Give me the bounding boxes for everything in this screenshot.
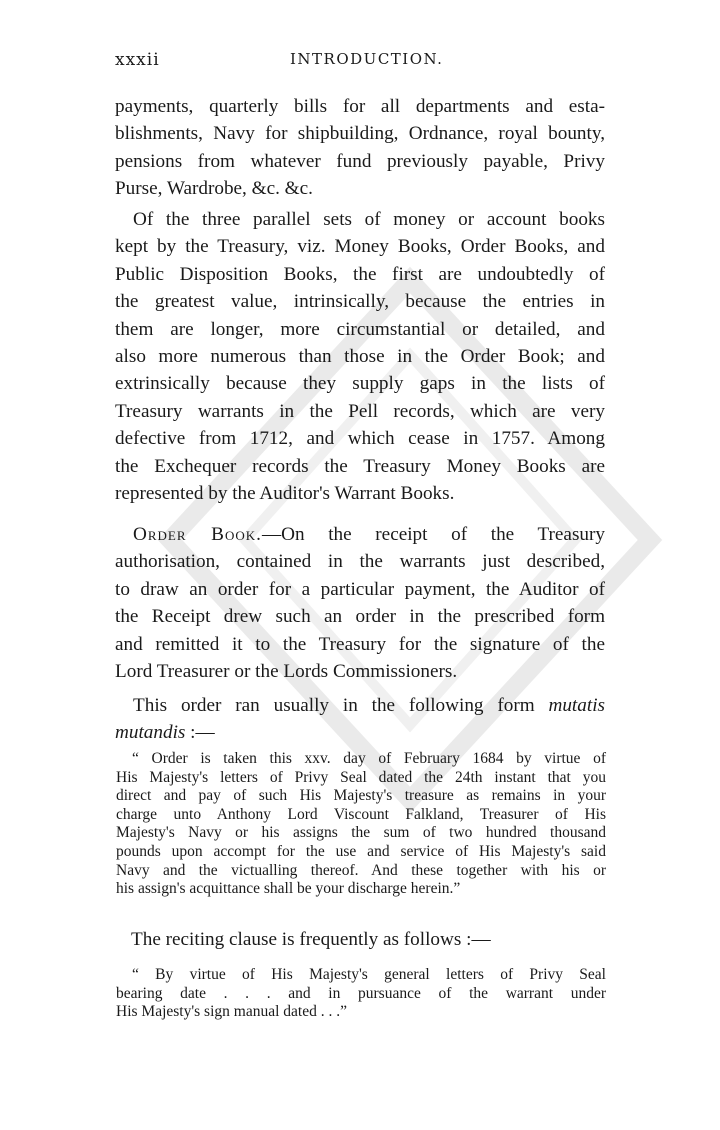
quote-line: “ Order is taken this xxv. day of February 1684 by virtue of [132, 750, 606, 767]
quote-line: charge unto Anthony Lord Viscount Falkland, Treasurer of His [116, 805, 606, 823]
text-line: Purse, Wardrobe, &c. &c. [115, 178, 313, 200]
text-line: blishments, Navy for shipbuilding, Ordnance, royal bounty, [115, 123, 605, 145]
text-line: them are longer, more circumstantial or detailed, and [115, 318, 605, 340]
text-line: extrinsically because they supply gaps in the lists of [115, 373, 605, 395]
text-line: Treasury warrants in the Pell records, which are very [115, 400, 605, 422]
paragraph-4 [115, 692, 605, 747]
paragraph-1 [115, 93, 605, 203]
text-line: and remitted it to the Treasury for the signature of the [115, 633, 605, 655]
text-run: —On the receipt of the Treasury [261, 524, 605, 545]
text-line: payments, quarterly bills for all departments and esta- [115, 96, 605, 117]
quotation-2 [116, 966, 606, 1022]
italic-phrase: mutandis [115, 722, 186, 744]
quote-line: “ By virtue of His Majesty's general letters of Privy Seal [132, 966, 606, 983]
text-run: This order ran usually in the following form [133, 695, 549, 716]
text-line: the Receipt drew such an order in the prescribed form [115, 606, 605, 628]
paragraph-5 [115, 926, 605, 953]
text-line: Of the three parallel sets of money or account books [133, 209, 605, 230]
text-line: also more numerous than those in the Order Book; and [115, 346, 605, 368]
running-title: INTRODUCTION. [290, 50, 444, 68]
text-line [115, 719, 605, 746]
text-line: pensions from whatever fund previously payable, Privy [115, 150, 605, 172]
quote-line: direct and pay of such His Majesty's treasure as remains in your [116, 787, 606, 805]
section-heading: Order Book. [133, 524, 262, 545]
italic-phrase: mutatis [548, 695, 605, 716]
text-line: the greatest value, intrinsically, because the entries in [115, 291, 605, 313]
text-line [115, 692, 605, 719]
text-line: represented by the Auditor's Warrant Books. [115, 483, 455, 505]
text-line: authorisation, contained in the warrants just described, [115, 551, 605, 573]
quote-line: Navy and the victualling thereof. And these together with his or [116, 861, 606, 879]
text-line: the Exchequer records the Treasury Money Books are [115, 455, 605, 477]
text-line: kept by the Treasury, viz. Money Books, Order Books, and [115, 236, 605, 258]
text-line: The reciting clause is frequently as follows :— [131, 929, 491, 950]
paragraph-2 [115, 206, 605, 507]
quote-line: Majesty's Navy or his assigns the sum of two hundred thousand [116, 824, 606, 842]
text-line: to draw an order for a particular payment, the Auditor of [115, 578, 605, 600]
text-line [115, 521, 605, 548]
paragraph-3 [115, 521, 605, 685]
page-number: xxxii [115, 50, 160, 70]
text-line: Public Disposition Books, the first are undoubtedly of [115, 263, 605, 285]
text-line: defective from 1712, and which cease in 1757. Among [115, 428, 605, 450]
quotation-1 [116, 750, 606, 899]
text-run: :— [185, 722, 215, 744]
text-line: Lord Treasurer or the Lords Commissioners. [115, 661, 458, 683]
quote-line: His Majesty's letters of Privy Seal dated the 24th instant that you [116, 768, 606, 786]
quote-line: his assign's acquittance shall be your discharge herein.” [116, 880, 461, 898]
quote-line: His Majesty's sign manual dated . . .” [116, 1003, 347, 1021]
running-head [115, 50, 605, 74]
quote-line: pounds upon accompt for the use and service of His Majesty's said [116, 842, 606, 860]
quote-line: bearing date . . . and in pursuance of the warrant under [116, 984, 606, 1002]
